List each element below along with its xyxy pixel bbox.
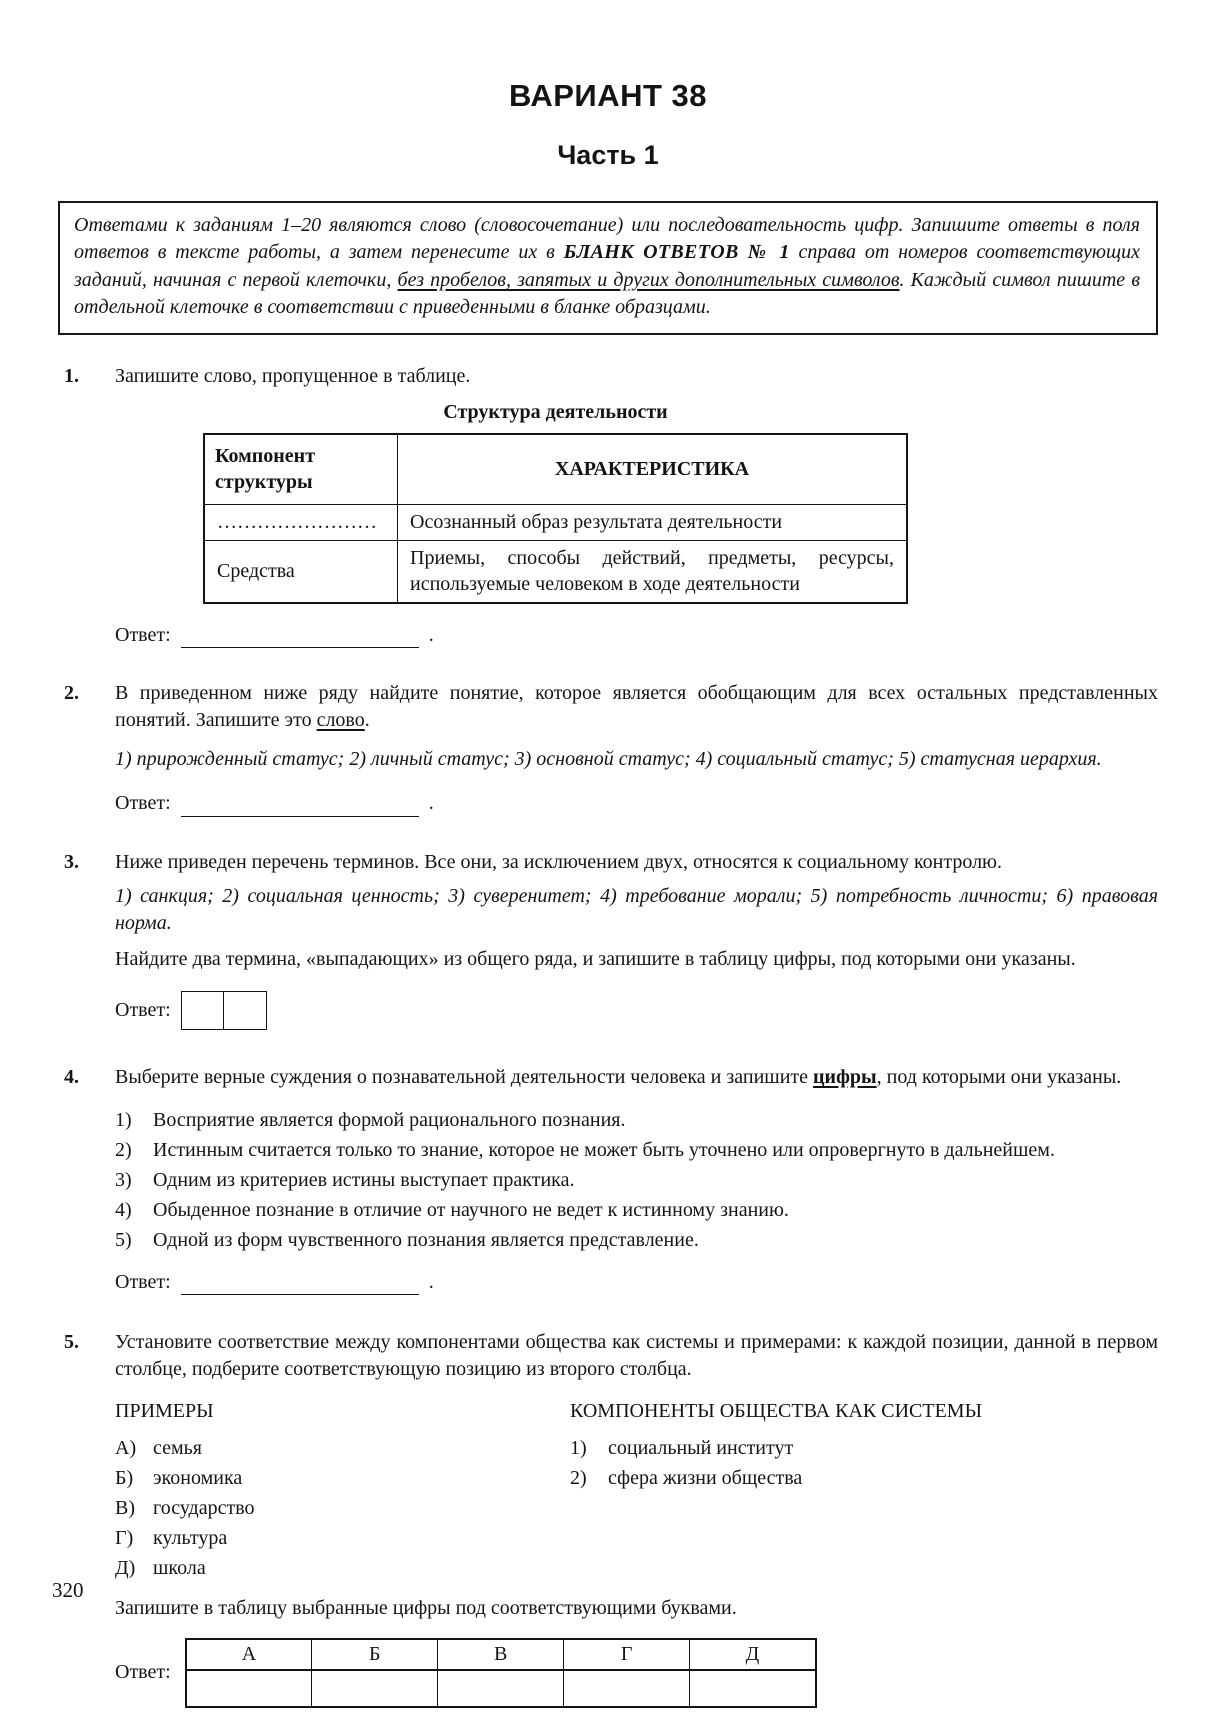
question-5-number: 5. (64, 1331, 79, 1354)
question-4-answer (115, 1269, 1158, 1296)
answer-label: Ответ: (115, 792, 171, 815)
question-2-answer (115, 790, 1158, 817)
page-number: 320 (52, 1578, 84, 1602)
answer-cells (181, 991, 267, 1030)
answer-cell (690, 1670, 816, 1707)
match-text: семья (153, 1437, 202, 1460)
match-text: сфера жизни общества (608, 1467, 803, 1490)
instruction-box (58, 201, 1158, 335)
question-3-answer (115, 991, 1158, 1030)
match-text: культура (153, 1527, 228, 1550)
question-5-answer (115, 1638, 1158, 1708)
answer-period: . (428, 1270, 434, 1293)
matching-columns (115, 1398, 1158, 1583)
answer-table-letter: В (438, 1639, 564, 1670)
statement-number: 5) (115, 1228, 132, 1251)
instruction-text: . Каждый символ пишите в отдельной клеточке в соответствии с приведенными в бланке образцами. (74, 268, 1140, 319)
match-letter: А) (115, 1437, 137, 1460)
question-4-text-part: , под которыми они указаны. (876, 1066, 1122, 1089)
match-letter: Д) (115, 1557, 136, 1580)
statement-text: Обыденное познание в отличие от научного не ведет к истинному знанию. (153, 1198, 789, 1221)
question-2-number: 2. (64, 682, 79, 705)
statement-item (115, 1105, 1158, 1135)
question-4 (58, 1064, 1158, 1295)
answer-table-letter: Г (564, 1639, 690, 1670)
match-text: государство (153, 1497, 255, 1520)
answer-blank-line (181, 795, 419, 817)
table-row (204, 540, 907, 603)
question-5 (58, 1329, 1158, 1707)
match-item (570, 1463, 1158, 1493)
answer-label: Ответ: (115, 999, 171, 1022)
instruction-underlined-text: без пробелов, запятых и других дополнительных символов (397, 268, 900, 291)
match-item (115, 1463, 570, 1493)
answer-label: Ответ: (115, 1661, 171, 1684)
table-header-component: Компонент структуры (204, 434, 398, 505)
question-5-closing: Запишите в таблицу выбранные цифры под соответствующими буквами. (115, 1597, 737, 1620)
answer-period: . (428, 792, 434, 815)
answer-label: Ответ: (115, 623, 171, 646)
match-text: школа (153, 1557, 206, 1580)
instruction-blank-name: БЛАНК ОТВЕТОВ № 1 (563, 241, 790, 264)
match-item (115, 1493, 570, 1523)
statement-text: Одним из критериев истины выступает практика. (153, 1168, 575, 1191)
answer-table (185, 1638, 817, 1708)
instruction-text: Ответами к заданиям 1–20 являются слово (словосочетание) или последовательность цифр. Запишите ответы в поля ответов в тексте работы, а затем перенесите их в (74, 214, 1140, 264)
question-3 (58, 849, 1158, 1030)
question-4-underlined-word: цифры (813, 1066, 877, 1089)
question-2-options: 1) прирожденный статус; 2) личный статус; 3) основной статус; 4) социальный статус; 5) статусная иерархия. (115, 747, 1102, 770)
answer-cell (186, 1670, 312, 1707)
match-number: 1) (570, 1437, 587, 1460)
statement-text: Восприятие является формой рационального познания. (153, 1108, 626, 1131)
answer-table-letters-row (186, 1639, 816, 1670)
answer-blank-line (181, 626, 419, 648)
instruction-text: справа от номеров соответствующих заданий, начиная с первой клеточки, (74, 241, 1140, 291)
table-header-characteristic: ХАРАКТЕРИСТИКА (398, 434, 908, 505)
statement-text: Одной из форм чувственного познания является представление. (153, 1228, 699, 1251)
match-item (115, 1433, 570, 1463)
question-2-text (115, 680, 1158, 733)
match-item (115, 1553, 570, 1583)
question-5-text: Установите соответствие между компонентами общества как системы и примерами: к каждой позиции, данной в первом столбце, подберите соответствующую позицию из второго столбца. (115, 1331, 1158, 1380)
answer-table-empty-row (186, 1670, 816, 1707)
match-letter: В) (115, 1497, 135, 1520)
statement-item (115, 1165, 1158, 1195)
section-title: Часть 1 (557, 140, 659, 170)
table-cell-component: …………………… (204, 504, 398, 540)
right-column-header: КОМПОНЕНТЫ ОБЩЕСТВА КАК СИСТЕМЫ (570, 1400, 983, 1423)
match-text: экономика (153, 1467, 243, 1490)
answer-table-letter: Д (690, 1639, 816, 1670)
page-title: ВАРИАНТ 38 (509, 78, 707, 113)
answer-period: . (428, 623, 434, 646)
match-item (115, 1523, 570, 1553)
answer-cell (224, 991, 267, 1030)
answer-label: Ответ: (115, 1270, 171, 1293)
question-3-options: 1) санкция; 2) социальная ценность; 3) суверенитет; 4) требование морали; 5) потребность личности; 6) правовая норма. (115, 885, 1158, 934)
question-1-answer (115, 622, 1158, 649)
question-4-text (115, 1064, 1158, 1091)
statement-number: 3) (115, 1168, 132, 1191)
question-1-number: 1. (64, 364, 79, 387)
matching-left-column (115, 1398, 570, 1583)
match-text: социальный институт (608, 1437, 794, 1460)
statement-number: 4) (115, 1198, 132, 1221)
question-4-text-part: Выберите верные суждения о познавательной деятельности человека и запишите (115, 1066, 814, 1089)
statement-item (115, 1225, 1158, 1255)
question-3-text: Ниже приведен перечень терминов. Все они, за исключением двух, относятся к социальному контролю. (115, 850, 1003, 873)
matching-right-column (570, 1398, 1158, 1583)
match-letter: Г) (115, 1527, 134, 1550)
question-2 (58, 680, 1158, 816)
question-2-text-part: В приведенном ниже ряду найдите понятие, которое является обобщающим для всех остальных представленных понятий. Запишите это (115, 682, 1158, 731)
answer-cell (438, 1670, 564, 1707)
question-3-follow-up: Найдите два термина, «выпадающих» из общего ряда, и запишите в таблицу цифры, под которыми они указаны. (115, 948, 1076, 971)
match-number: 2) (570, 1467, 587, 1490)
answer-cell (181, 991, 224, 1030)
answer-table-letter: А (186, 1639, 312, 1670)
statement-item (115, 1135, 1158, 1165)
table-header-row (204, 434, 907, 505)
question-1-table-title: Структура деятельности (443, 401, 668, 424)
statement-number: 2) (115, 1138, 132, 1161)
answer-table-letter: Б (312, 1639, 438, 1670)
match-letter: Б) (115, 1467, 134, 1490)
question-1 (58, 363, 1158, 649)
answer-blank-line (181, 1273, 419, 1295)
question-4-number: 4. (64, 1066, 79, 1089)
question-2-text-part: . (364, 708, 370, 731)
left-column-header: ПРИМЕРЫ (115, 1400, 214, 1423)
table-cell-component: Средства (204, 540, 398, 603)
answer-cell (564, 1670, 690, 1707)
statement-item (115, 1195, 1158, 1225)
statement-text: Истинным считается только то знание, которое не может быть уточнено или опровергнуто в дальнейшем. (153, 1138, 1055, 1161)
question-1-table (203, 433, 908, 604)
answer-cell (312, 1670, 438, 1707)
question-2-underlined-word: слово (316, 708, 365, 731)
match-item (570, 1433, 1158, 1463)
table-cell-characteristic: Приемы, способы действий, предметы, ресурсы, используемые человеком в ходе деятельности (398, 540, 908, 603)
question-1-text: Запишите слово, пропущенное в таблице. (115, 364, 471, 387)
question-3-number: 3. (64, 850, 79, 873)
statement-number: 1) (115, 1108, 132, 1131)
table-row (204, 504, 907, 540)
table-cell-characteristic: Осознанный образ результата деятельности (398, 504, 908, 540)
